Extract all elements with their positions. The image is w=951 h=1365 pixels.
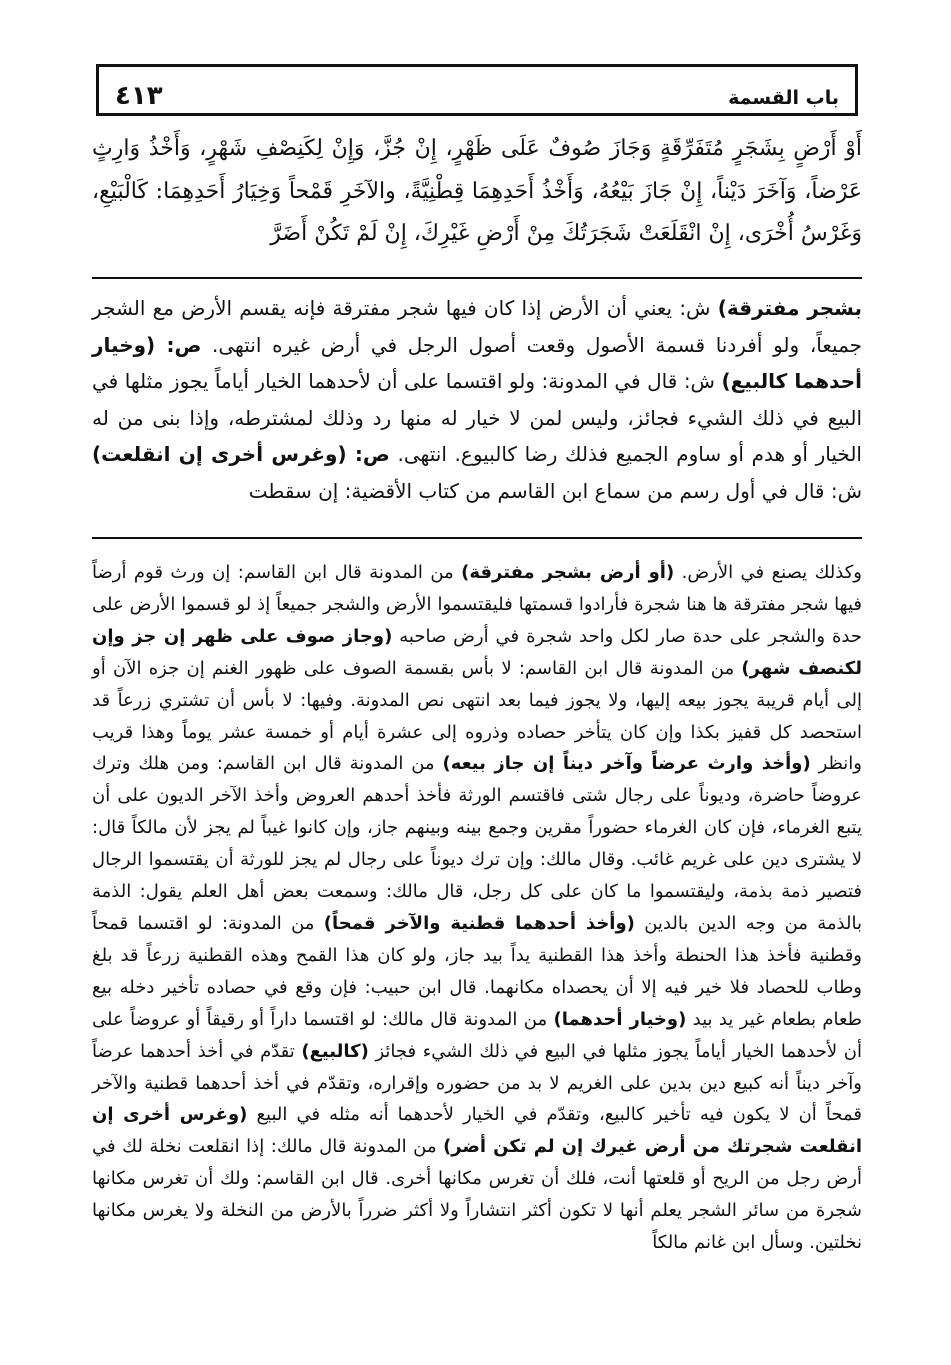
commentary: ش: قال في أول رسم من سماع ابن القاسم من كتاب الأقضية: إن سقطت [248, 478, 862, 503]
commentary: ش: يعني أن الأرض إذا كان فيها شجر مفترقة فإنه يقسم الأرض مع الشجر جميعاً، ولو أفردنا قسمة الأصول وقعت أصول الرجل في أرض غيره انتهى. [92, 296, 862, 357]
lemma: بشجر مفترقة) [717, 296, 862, 320]
lemma: (وأخذ وارث عرضاً وآخر ديناً إن جاز بيعه) [442, 753, 811, 775]
divider-rule [92, 537, 862, 539]
footnote-run: من المدونة قال مالك: لو اقتسما داراً أو رقيقاً أو عروضاً على أن لأحدهما الخيار أياماً يجوز مثلها في البيع في ذلك الشيء فجائز [92, 1008, 862, 1062]
lemma: (وأخذ أحدهما قطنية والآخر قمحاً) [323, 912, 635, 934]
chapter-title: باب القسمة [728, 87, 839, 109]
footnote-paragraph [92, 557, 862, 1259]
sharh-text [92, 290, 862, 510]
sharh-paragraph [92, 290, 862, 510]
lemma: (وخيار أحدهما) [553, 1008, 687, 1030]
footnote-run: من المدونة قال ابن القاسم: إن ورث قوم أرضاً فيها شجر مفترقة ها هنا شجرة فأرادوا قسمتها فليقتسموا الأرض والشجر جميعاً إذ لو قسموا الأرض على حدة والشجر على حدة صار لكل واحد شجرة في أرض صاحبه [92, 562, 863, 647]
footnote-run: من المدونة قال مالك: إذا انقلعت نخلة لك في أرض رجل من الريح أو قلعتها أنت، فلك أن تغرس مكانها أخرى. قال ابن القاسم: ولك أن تغرس مكانها شجرة من سائر الشجر يعلم أنها لا تكون أكثر انتشاراً ولا أكثر ضرراً بالأرض من النخلة ولا يغرس مكانها نخلتين. وسأل ابن غانم مالكاً [92, 1136, 862, 1254]
footnote-run: من المدونة قال ابن القاسم: ومن هلك وترك عروضاً حاضرة، وديوناً على رجال شتى فاقتسم الورثة فأخذ أحدهم العروض وأخذ الآخر الديون على أن يتبع الغرماء، فإن كان الغرماء حضوراً مقرين وجمع بينه وبينهم جاز، وإن كانوا غيباً لم يجز لأن مالكاً قال: لا يشترى دين على غريم غائب. وقال مالك: وإن ترك ديوناً على رجال لم يجز للورثة أن يقتسموا الرجال فتصير ذمة بذمة، وليقتسموا ما كان على كل رجل، قال مالك: وسمعت بعض أهل العلم يقول: الذمة بالذمة من وجه الدين بالدين [92, 753, 862, 934]
page-header [96, 64, 858, 116]
lemma: ص: (وغرس أخرى إن انقلعت) [92, 442, 390, 467]
footnote-run: من المدونة: لو اقتسما قمحاً وقطنية فأخذ هذا الحنطة وأخذ هذا القطنية يداً بيد جاز، ولو كان هذا القمح وهذه القطنية زرعاً قد بلغ وطاب للحصاد فلا خير فيه إلا أن يحصداه مكانهما. قال ابن حبيب: فإن وقع في حصاده تأخير دخله بيع طعام بطعام غير يد بيد [92, 912, 862, 1030]
lemma: ص: (وخيار أحدهما كالبيع) [92, 332, 862, 394]
footnote-run: تقدّم في أخذ أحدهما عرضاً وآخر ديناً أنه كبيع دين بدين على الغريم لا بد من حضوره وإقراره، وتقدّم في أخذ أحدهما قطنية والآخر قمحاً أن لا يكون فيه تأخير كالبيع، وتقدّم في الخيار لأحدهما أنه مثله في البيع [92, 1040, 862, 1126]
footnote-text [92, 557, 862, 1259]
lemma: (وغرس أخرى إن انقلعت شجرتك من أرض غيرك إن لم تكن أضر) [92, 1104, 862, 1158]
divider-rule [92, 277, 862, 279]
footnote-run: من المدونة قال ابن القاسم: لا بأس بقسمة الصوف على ظهور الغنم إن جزه الآن أو إلى أيام قريبة يجوز بيعه إليها، ولا يجوز فيما بعد انتهى نص المدونة. وفيها: لا بأس أن تشتري زرعاً قد استحصد كل قفيز بكذا وإن كان يتأخر حصاده وذروه إلى عشرة أيام أو خمسة عشر يوماً وهذا قريب وانظر [92, 657, 862, 775]
lemma: (وجاز صوف على ظهر إن جز وإن لكنصف شهر) [92, 625, 862, 679]
footnote-run: وكذلك يصنع في الأرض. [674, 562, 862, 583]
page-number: ٤١٣ [115, 81, 163, 111]
lemma: (كالبيع) [301, 1040, 369, 1062]
commentary: ش: قال في المدونة: ولو اقتسما على أن لأحدهما الخيار أياماً يجوز مثلها في البيع في ذلك الشيء فجائز، وليس لمن لا خيار له منها رد وذلك لمشترطه، وإذا بنى من له الخيار أو هدم أو ساوم الجميع فذلك رضا كالبيوع. انتهى. [92, 369, 862, 467]
matn-text [92, 128, 862, 256]
matn-paragraph: أَوْ أَرْضٍ بِشَجَرٍ مُتَفَرِّقَةٍ وَجَازَ صُوفٌ عَلَى ظَهْرٍ، إِنْ جُزَّ، وَإِنْ لِكَنِصْفِ شَهْرٍ، وَأَخْذُ وَارِثٍ عَرْضاً، وَآخَرَ دَيْناً، إِنْ جَازَ بَيْعُهُ، وَأَخْذُ أَحَدِهِمَا قِطْنِيَّةً، والآخَرِ قَمْحاً وَخِيَارُ أَحَدِهِمَا: كَالْبَيْعِ، وَغَرْسُ أُخْرَى، إِنْ انْقَلَعَتْ شَجَرَتُكَ مِنْ أَرْضِ غَيْرِكَ، إِنْ لَمْ تَكُنْ أَضَرَّ [92, 136, 862, 246]
lemma: (أو أرض بشجر مفترقة) [461, 562, 675, 583]
